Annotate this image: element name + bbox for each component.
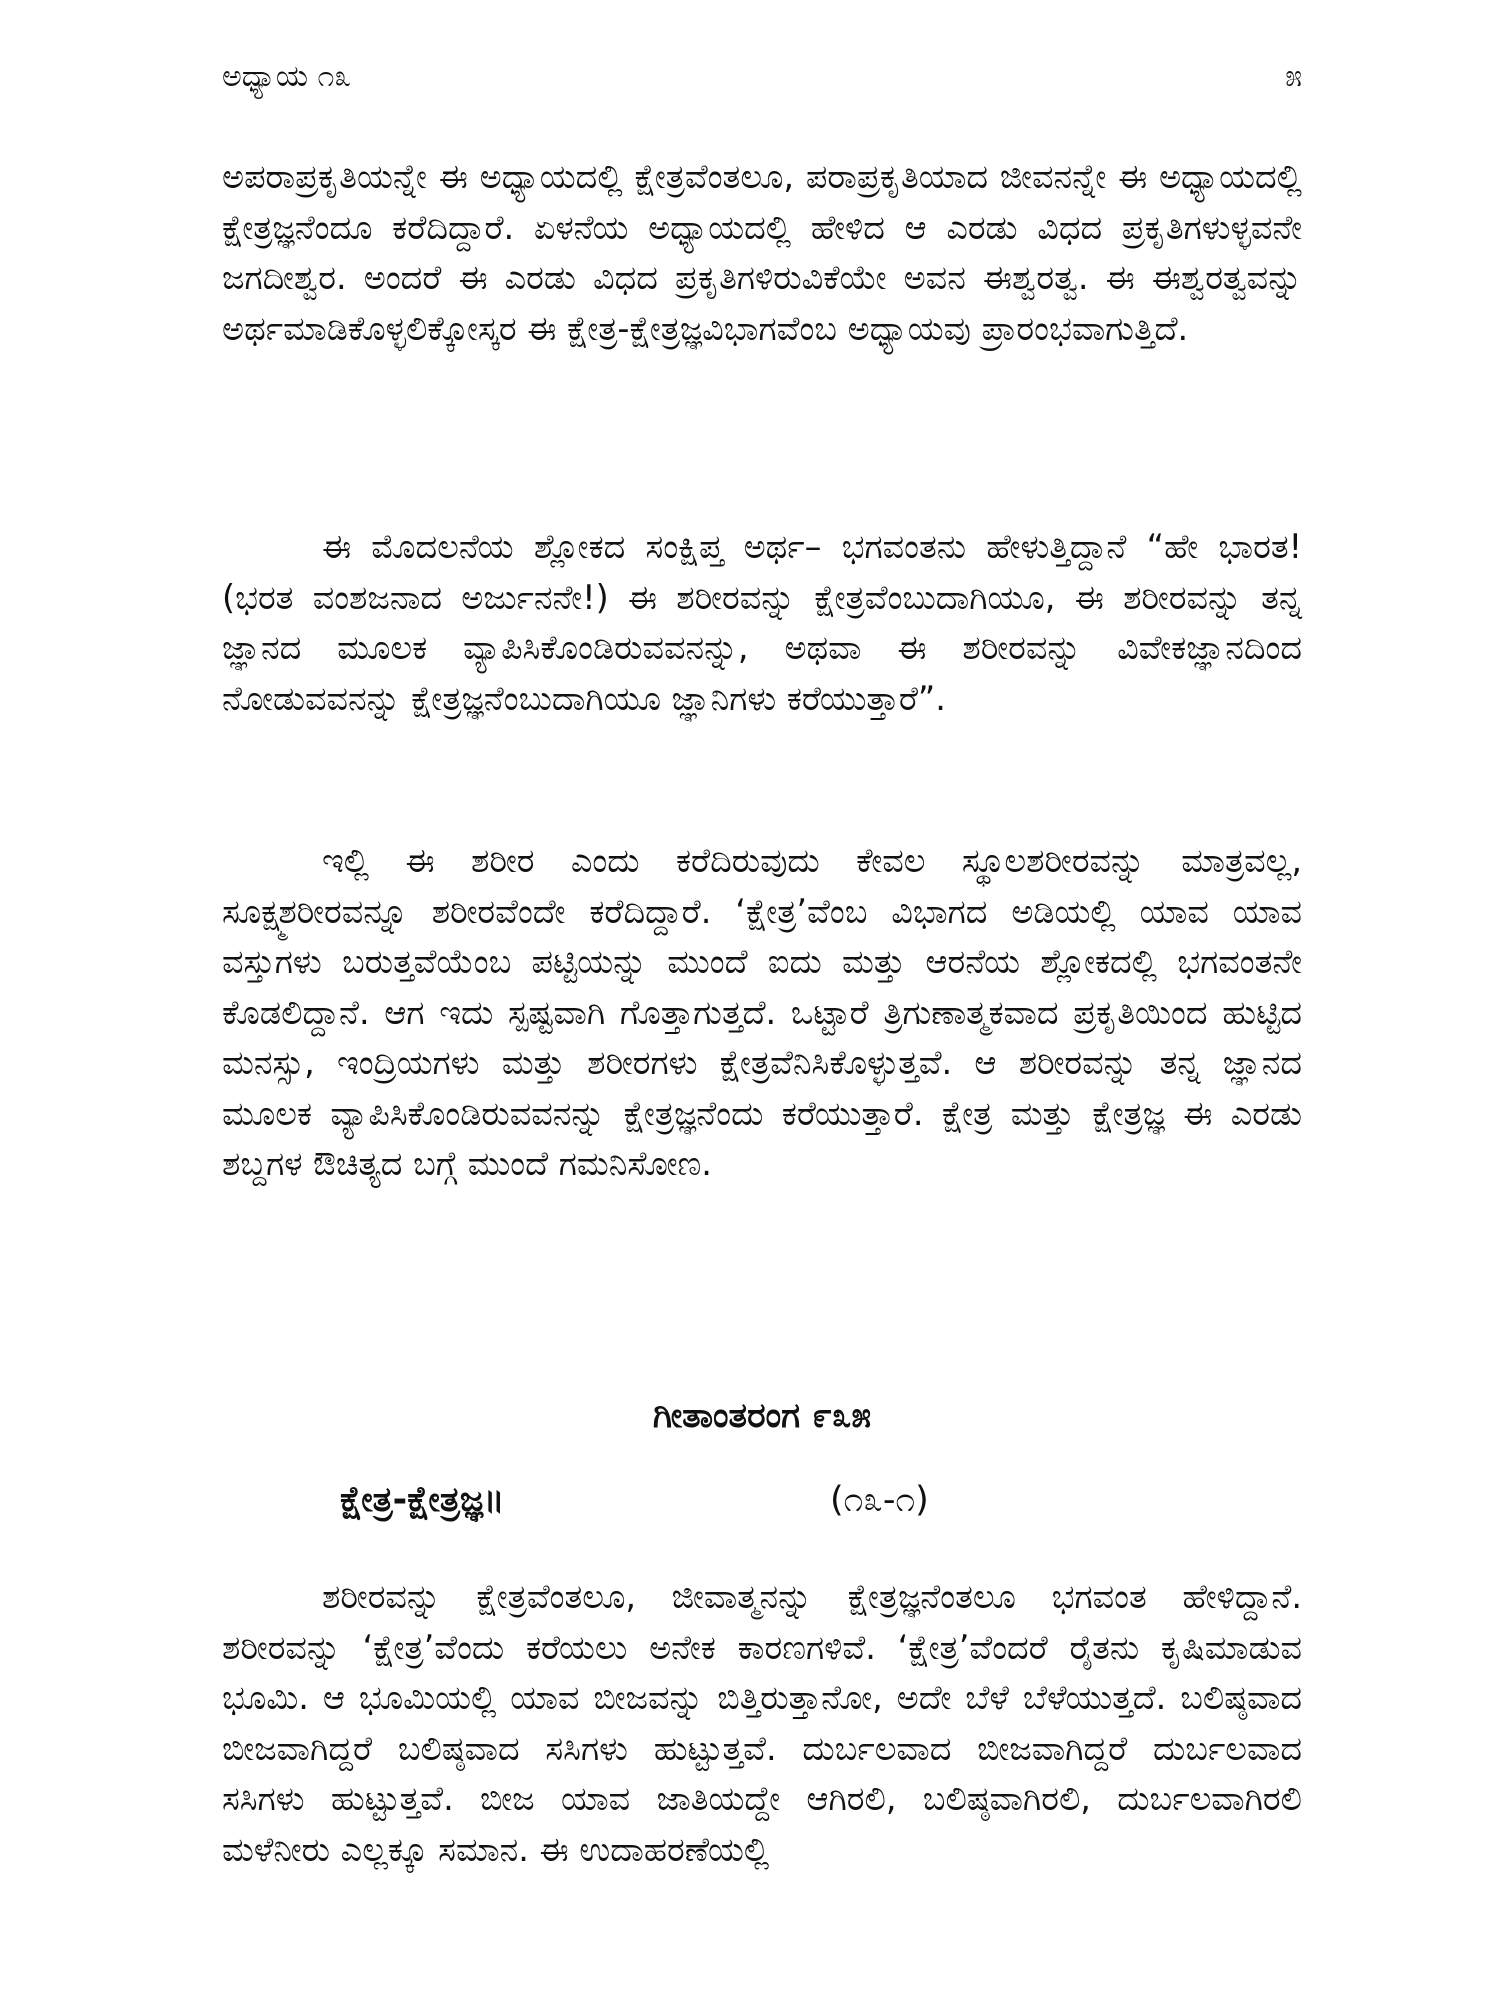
paragraph-intro: ಅಪರಾಪ್ರಕೃತಿಯನ್ನೇ ಈ ಅಧ್ಯಾಯದಲ್ಲಿ ಕ್ಷೇತ್ರವೆಂತಲೂ, ಪರಾಪ್ರಕೃತಿಯಾದ ಜೀವನನ್ನೇ ಈ ಅಧ್ಯಾಯದಲ್ಲಿ ಕ್ಷೇತ್ರಜ್ಞನೆಂದೂ ಕರೆದಿದ್ದಾರೆ. ಏಳನೆಯ ಅಧ್ಯಾಯದಲ್ಲಿ ಹೇಳಿದ ಆ ಎರಡು ವಿಧದ ಪ್ರಕೃತಿಗಳುಳ್ಳವನೇ ಜಗದೀಶ್ವರ. ಅಂದರೆ ಈ ಎರಡು ವಿಧದ ಪ್ರಕೃತಿಗಳಿರುವಿಕೆಯೇ ಅವನ ಈಶ್ವರತ್ವ. ಈ ಈಶ್ವರತ್ವವನ್ನು ಅರ್ಥಮಾಡಿಕೊಳ್ಳಲಿಕ್ಕೋಸ್ಕರ ಈ ಕ್ಷೇತ್ರ-ಕ್ಷೇತ್ರಜ್ಞವಿಭಾಗವೆಂಬ ಅಧ್ಯಾಯವು ಪ್ರಾರಂಭವಾಗುತ್ತಿದೆ. [222,157,1302,348]
paragraph-section: ಶರೀರವನ್ನು ಕ್ಷೇತ್ರವೆಂತಲೂ, ಜೀವಾತ್ಮನನ್ನು ಕ್ಷೇತ್ರಜ್ಞನೆಂತಲೂ ಭಗವಂತ ಹೇಳಿದ್ದಾನೆ. ಶರೀರವನ್ನು ‘ಕ್ಷೇತ್ರ’ವೆಂದು ಕರೆಯಲು ಅನೇಕ ಕಾರಣಗಳಿವೆ. ‘ಕ್ಷೇತ್ರ’ವೆಂದರೆ ರೈತನು ಕೃಷಿಮಾಡುವ ಭೂಮಿ. ಆ ಭೂಮಿಯಲ್ಲಿ ಯಾವ ಬೀಜವನ್ನು ಬಿತ್ತಿರುತ್ತಾನೋ, ಅದೇ ಬೆಳೆ ಬೆಳೆಯುತ್ತದೆ. ಬಲಿಷ್ಠವಾದ ಬೀಜವಾಗಿದ್ದರೆ ಬಲಿಷ್ಠವಾದ ಸಸಿಗಳು ಹುಟ್ಟುತ್ತವೆ. ದುರ್ಬಲವಾದ ಬೀಜವಾಗಿದ್ದರೆ ದುರ್ಬಲವಾದ ಸಸಿಗಳು ಹುಟ್ಟುತ್ತವೆ. ಬೀಜ ಯಾವ ಜಾತಿಯದ್ದೇ ಆಗಿರಲಿ, ಬಲಿಷ್ಠವಾಗಿರಲಿ, ದುರ್ಬಲವಾಗಿರಲಿ ಮಳೆನೀರು ಎಲ್ಲಕ್ಕೂ ಸಮಾನ. ಈ ಉದಾಹರಣೆಯಲ್ಲಿ [222,1577,1302,1869]
page-number: ೫ [1285,58,1302,94]
shloka-reference: (೧೩-೧) [830,1480,929,1520]
shloka-heading [340,1480,1040,1530]
section-title: ಗೀತಾಂತರಂಗ ೯೩೫ [652,1396,872,1436]
chapter-heading: ಅಧ್ಯಾಯ ೧೩ [222,58,352,94]
running-header [222,56,1302,96]
paragraph-explanation: ಇಲ್ಲಿ ಈ ಶರೀರ ಎಂದು ಕರೆದಿರುವುದು ಕೇವಲ ಸ್ಥೂಲಶರೀರವನ್ನು ಮಾತ್ರವಲ್ಲ, ಸೂಕ್ಷ್ಮಶರೀರವನ್ನೂ ಶರೀರವೆಂದೇ ಕರೆದಿದ್ದಾರೆ. ‘ಕ್ಷೇತ್ರ’ವೆಂಬ ವಿಭಾಗದ ಅಡಿಯಲ್ಲಿ ಯಾವ ಯಾವ ವಸ್ತುಗಳು ಬರುತ್ತವೆಯೆಂಬ ಪಟ್ಟಿಯನ್ನು ಮುಂದೆ ಐದು ಮತ್ತು ಆರನೆಯ ಶ್ಲೋಕದಲ್ಲಿ ಭಗವಂತನೇ ಕೊಡಲಿದ್ದಾನೆ. ಆಗ ಇದು ಸ್ಪಷ್ಟವಾಗಿ ಗೊತ್ತಾಗುತ್ತದೆ. ಒಟ್ಟಾರೆ ತ್ರಿಗುಣಾತ್ಮಕವಾದ ಪ್ರಕೃತಿಯಿಂದ ಹುಟ್ಟಿದ ಮನಸ್ಸು, ಇಂದ್ರಿಯಗಳು ಮತ್ತು ಶರೀರಗಳು ಕ್ಷೇತ್ರವೆನಿಸಿಕೊಳ್ಳುತ್ತವೆ. ಆ ಶರೀರವನ್ನು ತನ್ನ ಜ್ಞಾನದ ಮೂಲಕ ವ್ಯಾಪಿಸಿಕೊಂಡಿರುವವನನ್ನು ಕ್ಷೇತ್ರಜ್ಞನೆಂದು ಕರೆಯುತ್ತಾರೆ. ಕ್ಷೇತ್ರ ಮತ್ತು ಕ್ಷೇತ್ರಜ್ಞ ಈ ಎರಡು ಶಬ್ದಗಳ ಔಚಿತ್ಯದ ಬಗ್ಗೆ ಮುಂದೆ ಗಮನಿಸೋಣ. [222,841,1302,1183]
shloka-name: ಕ್ಷೇತ್ರ-ಕ್ಷೇತ್ರಜ್ಞ॥ [340,1480,505,1520]
paragraph-shloka-meaning: ಈ ಮೊದಲನೆಯ ಶ್ಲೋಕದ ಸಂಕ್ಷಿಪ್ತ ಅರ್ಥ– ಭಗವಂತನು ಹೇಳುತ್ತಿದ್ದಾನೆ “ಹೇ ಭಾರತ! (ಭರತ ವಂಶಜನಾದ ಅರ್ಜುನನೇ!) ಈ ಶರೀರವನ್ನು ಕ್ಷೇತ್ರವೆಂಬುದಾಗಿಯೂ, ಈ ಶರೀರವನ್ನು ತನ್ನ ಜ್ಞಾನದ ಮೂಲಕ ವ್ಯಾಪಿಸಿಕೊಂಡಿರುವವನನ್ನು, ಅಥವಾ ಈ ಶರೀರವನ್ನು ವಿವೇಕಜ್ಞಾನದಿಂದ ನೋಡುವವನನ್ನು ಕ್ಷೇತ್ರಜ್ಞನೆಂಬುದಾಗಿಯೂ ಜ್ಞಾನಿಗಳು ಕರೆಯುತ್ತಾರೆ”. [222,527,1302,718]
